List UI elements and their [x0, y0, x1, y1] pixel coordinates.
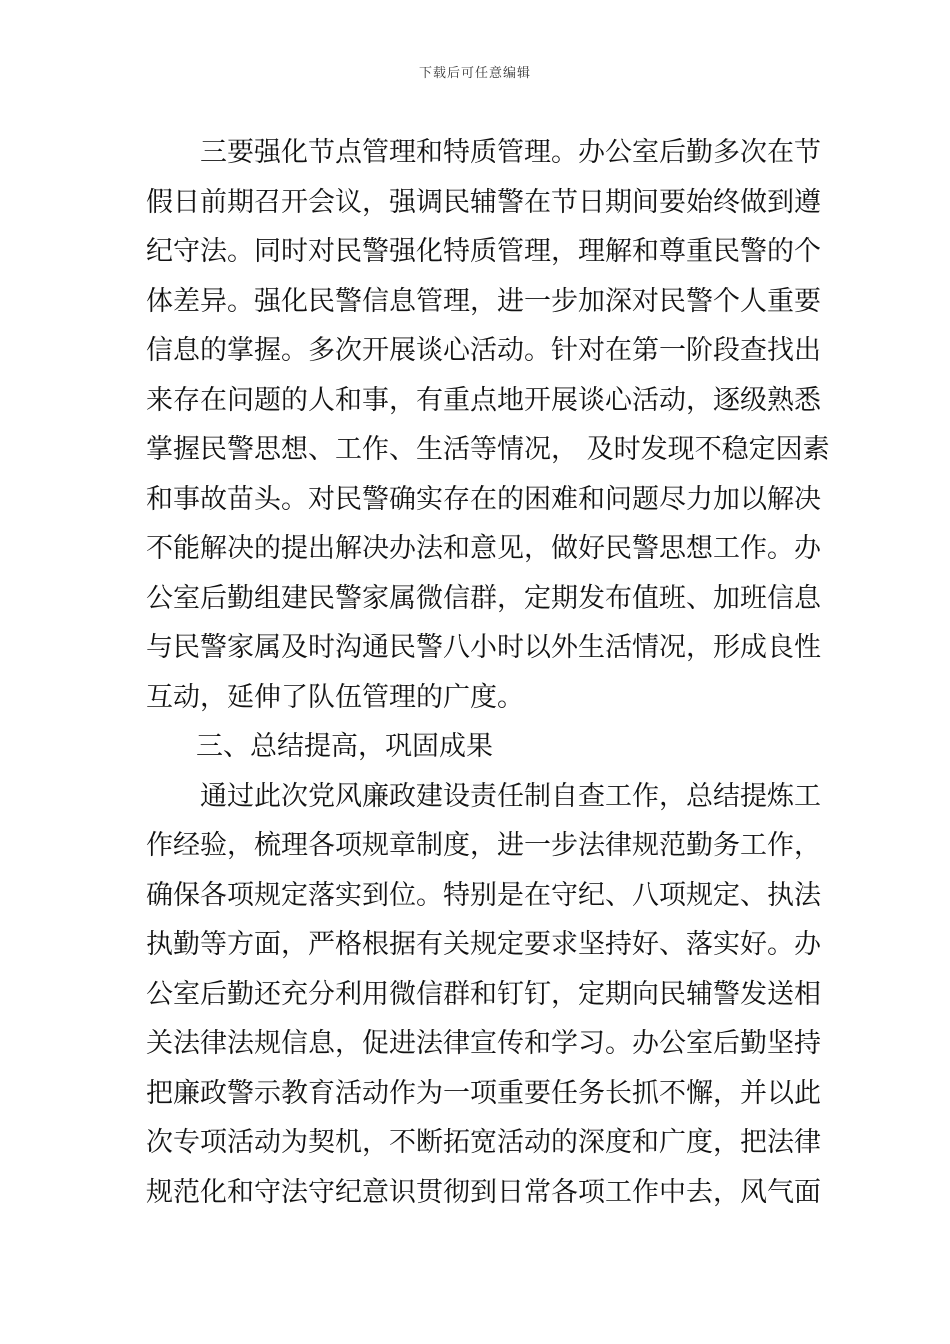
paragraph-line: 与民警家属及时沟通民警八小时以外生活情况，形成良性	[146, 632, 821, 663]
page-header-note: 下载后可任意编辑	[418, 66, 531, 81]
paragraph-line: 通过此次党风廉政建设责任制自查工作，总结提炼工	[200, 780, 821, 812]
paragraph-line: 体差异。强化民警信息管理，进一步加深对民警个人重要	[146, 285, 821, 317]
paragraph-line: 信息的掌握。多次开展谈心活动。针对在第一阶段查找出	[146, 335, 821, 366]
paragraph-line: 把廉政警示教育活动作为一项重要任务长抓不懈，并以此	[146, 1077, 821, 1109]
paragraph-line: 关法律法规信息，促进法律宣传和学习。办公室后勤坚持	[146, 1028, 821, 1059]
paragraph-line: 不能解决的提出解决办法和意见，做好民警思想工作。办	[146, 533, 821, 564]
paragraph-line: 规范化和守法守纪意识贯彻到日常各项工作中去，风气面	[146, 1176, 821, 1208]
document-body	[146, 128, 830, 1217]
section-heading: 三、总结提高，巩固成果	[196, 731, 493, 762]
paragraph-line: 公室后勤还充分利用微信群和钉钉，定期向民辅警发送相	[146, 978, 821, 1010]
paragraph-line: 次专项活动为契机，不断拓宽活动的深度和广度，把法律	[146, 1127, 821, 1158]
paragraph-line: 确保各项规定落实到位。特别是在守纪、八项规定、执法	[146, 879, 821, 911]
paragraph-line: 来存在问题的人和事，有重点地开展谈心活动，逐级熟悉	[146, 384, 821, 416]
paragraph-line: 执勤等方面，严格根据有关规定要求坚持好、落实好。办	[146, 929, 821, 960]
paragraph-line: 纪守法。同时对民警强化特质管理，理解和尊重民警的个	[146, 236, 821, 267]
paragraph-line: 公室后勤组建民警家属微信群，定期发布值班、加班信息	[146, 582, 821, 614]
paragraph-line: 三要强化节点管理和特质管理。办公室后勤多次在节	[200, 137, 821, 168]
paragraph-line: 假日前期召开会议，强调民辅警在节日期间要始终做到遵	[146, 186, 821, 218]
paragraph-line: 和事故苗头。对民警确实存在的困难和问题尽力加以解决	[146, 483, 821, 515]
paragraph-line: 作经验，梳理各项规章制度，进一步法律规范勤务工作，	[146, 830, 821, 861]
paragraph-line: 掌握民警思想、工作、生活等情况， 及时发现不稳定因素	[146, 434, 830, 465]
paragraph-line-last: 互动，延伸了队伍管理的广度。	[146, 681, 524, 713]
